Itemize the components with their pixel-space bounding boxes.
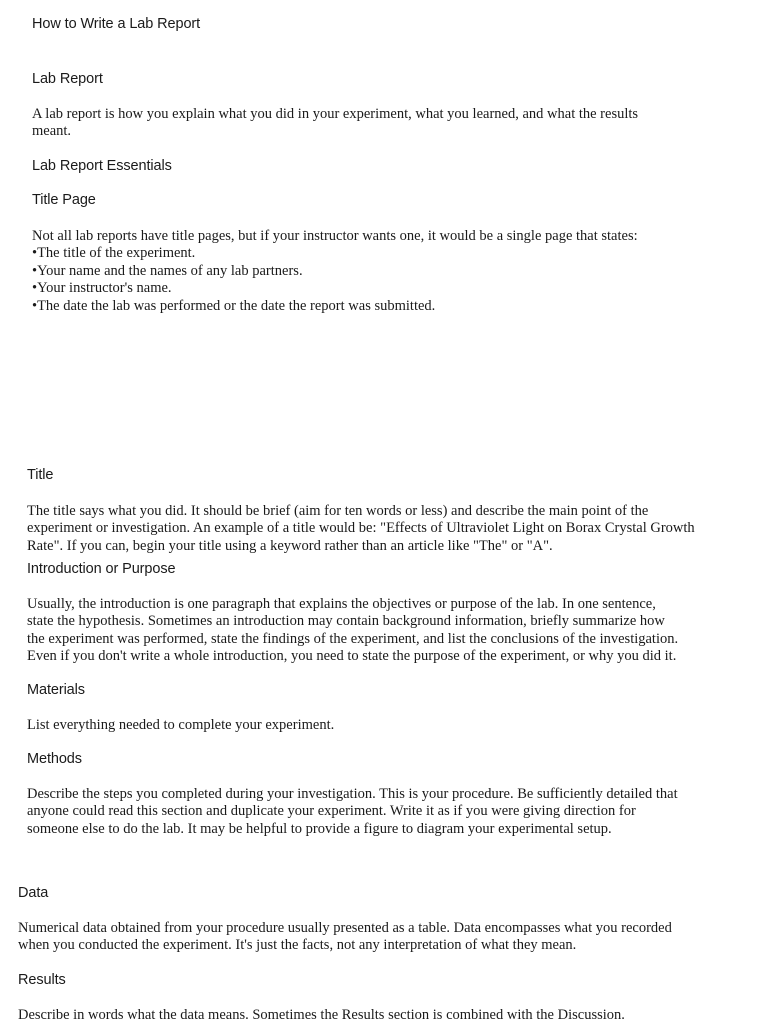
list-item: •The date the lab was performed or the date the report was submitted. bbox=[32, 297, 436, 314]
paragraph-line: Describe in words what the data means. Sometimes the Results section is combined with the Discussion. bbox=[18, 1007, 625, 1023]
paragraph-title bbox=[27, 503, 695, 555]
section-heading-introduction: Introduction or Purpose bbox=[27, 561, 176, 577]
paragraph-line: when you conducted the experiment. It's just the facts, not any interpretation of what they mean. bbox=[18, 937, 577, 954]
paragraph-results bbox=[18, 1007, 625, 1024]
section-heading-title-page: Title Page bbox=[32, 192, 96, 208]
paragraph-title-page bbox=[32, 228, 638, 315]
paragraph-line: Not all lab reports have title pages, but if your instructor wants one, it would be a single page that states: bbox=[32, 228, 638, 244]
section-heading-data: Data bbox=[18, 885, 49, 901]
paragraph-line: The title says what you did. It should be brief (aim for ten words or less) and describe the main point of the bbox=[27, 503, 649, 519]
paragraph-line: experiment or investigation. An example of a title would be: "Effects of Ultraviolet Light on Borax Crystal Growth bbox=[27, 520, 695, 537]
paragraph-line: A lab report is how you explain what you did in your experiment, what you learned, and what the results bbox=[32, 106, 639, 122]
section-heading-materials: Materials bbox=[27, 682, 85, 698]
paragraph-line: state the hypothesis. Sometimes an introduction may contain background information, briefly summarize how bbox=[27, 613, 665, 630]
paragraph-line: Numerical data obtained from your procedure usually presented as a table. Data encompasses what you recorded bbox=[18, 920, 672, 936]
paragraph-line: meant. bbox=[32, 123, 72, 140]
paragraph-data bbox=[18, 920, 672, 955]
paragraph-materials bbox=[27, 717, 334, 734]
list-item: •Your instructor's name. bbox=[32, 280, 172, 297]
section-heading-results: Results bbox=[18, 972, 66, 988]
section-heading-methods: Methods bbox=[27, 751, 82, 767]
paragraph-lab-report bbox=[32, 106, 638, 141]
paragraph-line: anyone could read this section and duplicate your experiment. Write it as if you were giving direction for bbox=[27, 803, 636, 820]
paragraph-line: someone else to do the lab. It may be helpful to provide a figure to diagram your experimental setup. bbox=[27, 820, 612, 837]
section-heading-title: Title bbox=[27, 467, 54, 483]
paragraph-introduction bbox=[27, 596, 678, 666]
paragraph-methods bbox=[27, 786, 678, 838]
paragraph-line: List everything needed to complete your experiment. bbox=[27, 717, 335, 733]
page-title: How to Write a Lab Report bbox=[32, 16, 201, 32]
paragraph-line: Usually, the introduction is one paragraph that explains the objectives or purpose of the lab. In one sentence, bbox=[27, 596, 656, 612]
section-heading-essentials: Lab Report Essentials bbox=[32, 158, 172, 174]
list-item: •The title of the experiment. bbox=[32, 245, 196, 262]
section-heading-lab-report: Lab Report bbox=[32, 71, 103, 87]
paragraph-line: Describe the steps you completed during your investigation. This is your procedure. Be sufficiently detailed that bbox=[27, 786, 678, 802]
paragraph-line: Even if you don't write a whole introduction, you need to state the purpose of the experiment, or why you did it. bbox=[27, 648, 677, 665]
list-item: •Your name and the names of any lab partners. bbox=[32, 262, 303, 279]
paragraph-line: the experiment was performed, state the findings of the experiment, and list the conclusions of the investigation. bbox=[27, 630, 679, 647]
paragraph-line: Rate". If you can, begin your title using a keyword rather than an article like "The" or "A". bbox=[27, 537, 553, 554]
